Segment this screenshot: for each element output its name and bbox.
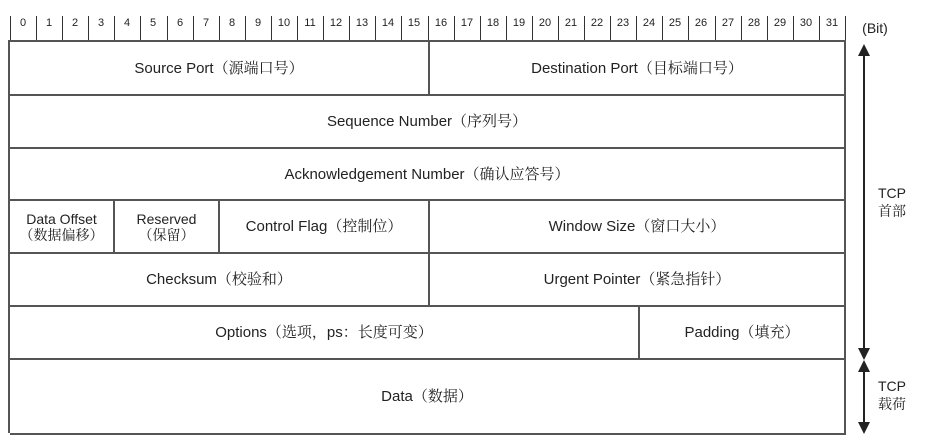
- bit-number: 18: [486, 17, 500, 29]
- bit-number: 13: [355, 17, 369, 29]
- bit-number: 14: [381, 17, 395, 29]
- bit-number: 8: [228, 17, 236, 29]
- field-options: Options（选项，ps：长度可变）: [10, 307, 640, 360]
- bit-number: 11: [304, 17, 316, 29]
- field-control-flag: Control Flag（控制位）: [220, 201, 430, 254]
- bit-number: 17: [460, 17, 474, 29]
- bit-number: 30: [799, 17, 813, 29]
- field-data: Data（数据）: [10, 360, 846, 435]
- bit-number: 9: [254, 17, 262, 29]
- field-data-offset: [10, 201, 115, 254]
- field-source-port: Source Port（源端口号）: [10, 42, 430, 96]
- bit-number: 1: [45, 17, 53, 29]
- reserved-label-cn: （保留）: [138, 226, 195, 243]
- field-urgent-pointer: Urgent Pointer（紧急指针）: [430, 254, 846, 307]
- bit-number: 31: [825, 17, 839, 29]
- tcp-header-diagram: [8, 40, 846, 433]
- field-destination-port: Destination Port（目标端口号）: [430, 42, 846, 96]
- bit-number: 0: [19, 17, 27, 29]
- field-reserved: [115, 201, 220, 254]
- bit-ruler: [10, 0, 845, 40]
- tcp-header-label-en: TCP: [878, 185, 906, 201]
- bit-number: 15: [407, 17, 421, 29]
- bit-number: 28: [747, 17, 761, 29]
- bit-number: 3: [97, 17, 105, 29]
- tcp-header-label: [862, 184, 922, 220]
- bit-number: 6: [176, 17, 184, 29]
- bit-number: 2: [71, 17, 79, 29]
- bit-number: 29: [773, 17, 787, 29]
- tcp-payload-label: [862, 377, 922, 413]
- data-offset-label-cn: （数据偏移）: [19, 226, 104, 243]
- bit-number: 22: [590, 17, 604, 29]
- tcp-header-label-cn: 首部: [878, 203, 906, 219]
- bit-number: 24: [642, 17, 656, 29]
- bit-number: 25: [668, 17, 682, 29]
- field-padding: Padding（填充）: [640, 307, 846, 360]
- reserved-label: Reserved: [136, 210, 197, 227]
- bit-number: 23: [616, 17, 630, 29]
- bit-number: 19: [512, 17, 526, 29]
- data-offset-label: Data Offset: [26, 210, 97, 227]
- field-checksum: Checksum（校验和）: [10, 254, 430, 307]
- tcp-payload-label-cn: 载荷: [878, 396, 906, 412]
- bit-number: 26: [694, 17, 708, 29]
- bit-number: 4: [123, 17, 131, 29]
- field-window-size: Window Size（窗口大小）: [430, 201, 846, 254]
- bit-number: 16: [434, 17, 448, 29]
- bit-number: 10: [277, 17, 291, 29]
- bit-number: 20: [538, 17, 552, 29]
- bit-unit-label: (Bit): [862, 20, 888, 36]
- bit-number: 12: [329, 17, 343, 29]
- payload-arrow-down-icon: [858, 422, 870, 434]
- header-arrow-down-icon: [858, 348, 870, 360]
- field-acknowledgement-number: Acknowledgement Number（确认应答号）: [10, 149, 846, 201]
- tcp-payload-label-en: TCP: [878, 378, 906, 394]
- bit-number: 21: [564, 17, 578, 29]
- ruler-tick: [845, 16, 846, 40]
- bit-number: 7: [202, 17, 210, 29]
- bit-number: 5: [149, 17, 157, 29]
- field-sequence-number: Sequence Number（序列号）: [10, 96, 846, 149]
- bit-number: 27: [721, 17, 735, 29]
